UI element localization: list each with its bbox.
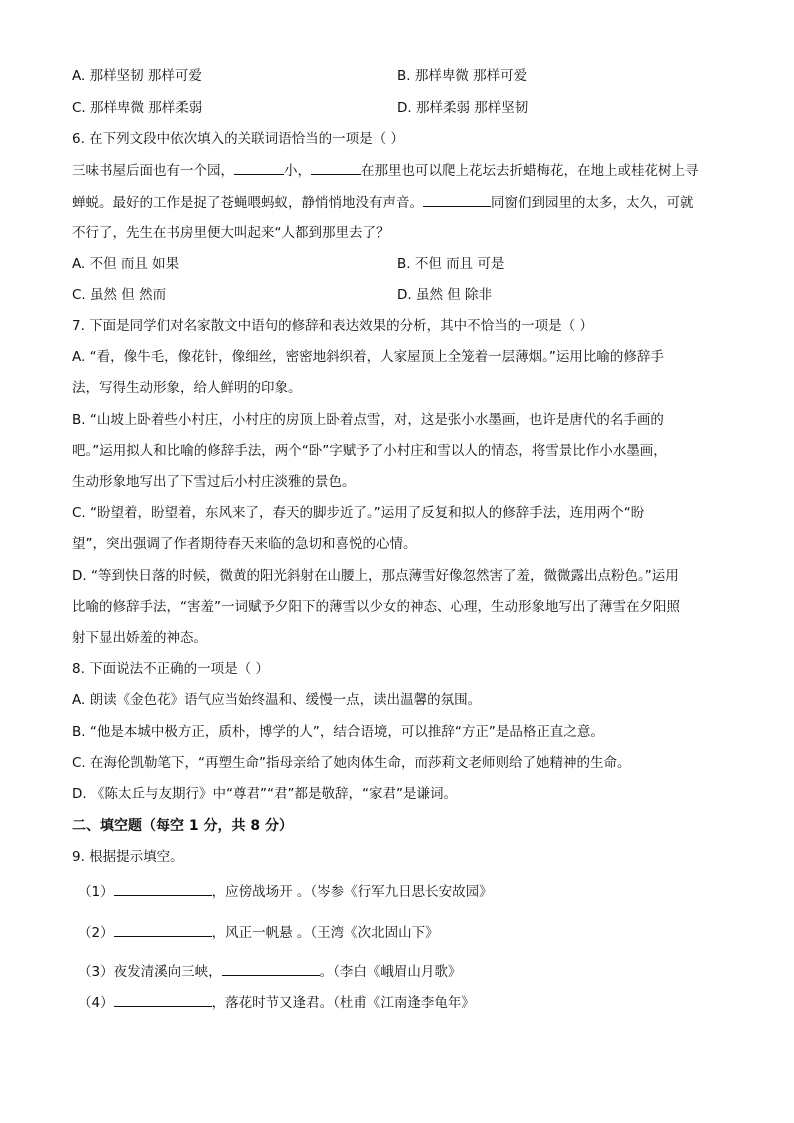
q9-item-text: ，风正一帆悬 。（王湾《次北固山下》 [211,925,439,941]
answer-blank [114,881,212,896]
q5-option-c: C. 那样卑微 那样柔弱 [72,100,203,116]
q7-option-b-line-2: 吧。”运用拟人和比喻的修辞手法，两个“卧”字赋予了小村庄和雪以人的情态，将雪景比作小水墨画， [72,443,667,459]
q9-item-label: （3）夜发清溪向三峡， [78,964,222,980]
q8-option-d: D. 《陈太丘与友期行》中“尊君”“君”都是敬辞，“家君”是谦词。 [72,786,457,802]
q7-stem: 7. 下面是同学们对名家散文中语句的修辞和表达效果的分析，其中不恰当的一项是（ ） [72,318,593,334]
q7-option-b-line-1: B. “山坡上卧着些小村庄，小村庄的房顶上卧着点雪，对，这是张小水墨画，也许是唐代的名手画的 [72,412,664,428]
q7-option-d-line-2: 比喻的修辞手法，“害羞”一词赋予夕阳下的薄雪以少女的神态、心理，生动形象地写出了薄雪在夕阳照 [72,599,680,615]
q5-option-b: B. 那样卑微 那样可爱 [397,68,528,84]
q6-passage-text: 蝉蜕。最好的工作是捉了苍蝇喂蚂蚁，静悄悄地没有声音。 [72,195,423,211]
q6-passage-text: 小， [284,163,311,179]
q9-item-2 [78,922,439,943]
section-heading: 二、填空题（每空 1 分，共 8 分） [72,818,293,834]
q5-option-a: A. 那样坚韧 那样可爱 [72,68,202,84]
answer-blank [222,961,320,976]
q9-stem: 9. 根据提示填空。 [72,849,184,865]
q6-option-b: B. 不但 而且 可是 [397,256,505,272]
answer-blank [114,922,212,937]
answer-blank [234,160,284,175]
q6-passage-text: 同窗们到园里的太多，太久，可就 [491,195,694,211]
q8-option-c: C. 在海伦凯勒笔下，“再塑生命”指母亲给了她肉体生命，而莎莉文老师则给了她精神的生命。 [72,755,631,771]
q9-item-text: ，落花时节又逢君。（杜甫《江南逢李龟年》 [211,995,475,1011]
q9-item-4 [78,992,475,1013]
q6-option-d: D. 虽然 但 除非 [397,287,493,303]
q6-passage-line-3: 不行了，先生在书房里便大叫起来“人都到那里去了？ [72,225,390,241]
q7-option-d-line-3: 射下显出娇羞的神态。 [72,630,207,646]
q9-item-text: 。（李白《峨眉山月歌》 [319,964,462,980]
q7-option-a-line-1: A. “看，像牛毛，像花针，像细丝，密密地斜织着，人家屋顶上全笼着一层薄烟。”运用比喻的修辞手 [72,349,664,365]
q6-option-c: C. 虽然 但 然而 [72,287,167,303]
q6-passage-text: 三味书屋后面也有一个园， [72,163,234,179]
q6-stem: 6. 在下列文段中依次填入的关联词语恰当的一项是（ ） [72,131,404,147]
q6-passage-line-2 [72,192,732,213]
q8-option-a: A. 朗读《金色花》语气应当始终温和、缓慢一点，读出温馨的氛围。 [72,692,482,708]
q7-option-d-line-1: D. “等到快日落的时候，微黄的阳光斜射在山腰上，那点薄雪好像忽然害了羞，微微露出点粉色。”运用 [72,568,679,584]
q9-item-label: （2） [78,925,114,941]
q9-item-text: ，应傍战场开 。（岑参《行军九日思长安故园》 [211,884,493,900]
q9-item-label: （4） [78,995,114,1011]
q7-option-c-line-1: C. “盼望着，盼望着，东风来了，春天的脚步近了。”运用了反复和拟人的修辞手法，连用两个“盼 [72,505,645,521]
answer-blank [114,992,212,1007]
q8-option-b: B. “他是本城中极方正，质朴，博学的人”，结合语境，可以推辞“方正”是品格正直之意。 [72,724,604,740]
answer-blank [423,192,491,207]
q7-option-a-line-2: 法，写得生动形象，给人鲜明的印象。 [72,380,302,396]
q7-option-b-line-3: 生动形象地写出了下雪过后小村庄淡雅的景色。 [72,474,356,490]
q7-option-c-line-2: 望”，突出强调了作者期待春天来临的急切和喜悦的心情。 [72,536,417,552]
q6-option-a: A. 不但 而且 如果 [72,256,180,272]
q8-stem: 8. 下面说法不正确的一项是（ ） [72,661,269,677]
q5-option-d: D. 那样柔弱 那样坚韧 [397,100,529,116]
q9-item-1 [78,881,493,902]
answer-blank [311,160,361,175]
q9-item-label: （1） [78,884,114,900]
q6-passage-text: 在那里也可以爬上花坛去折蜡梅花，在地上或桂花树上寻 [361,163,699,179]
q6-passage-line-1 [72,160,732,181]
q9-item-3 [78,961,461,982]
